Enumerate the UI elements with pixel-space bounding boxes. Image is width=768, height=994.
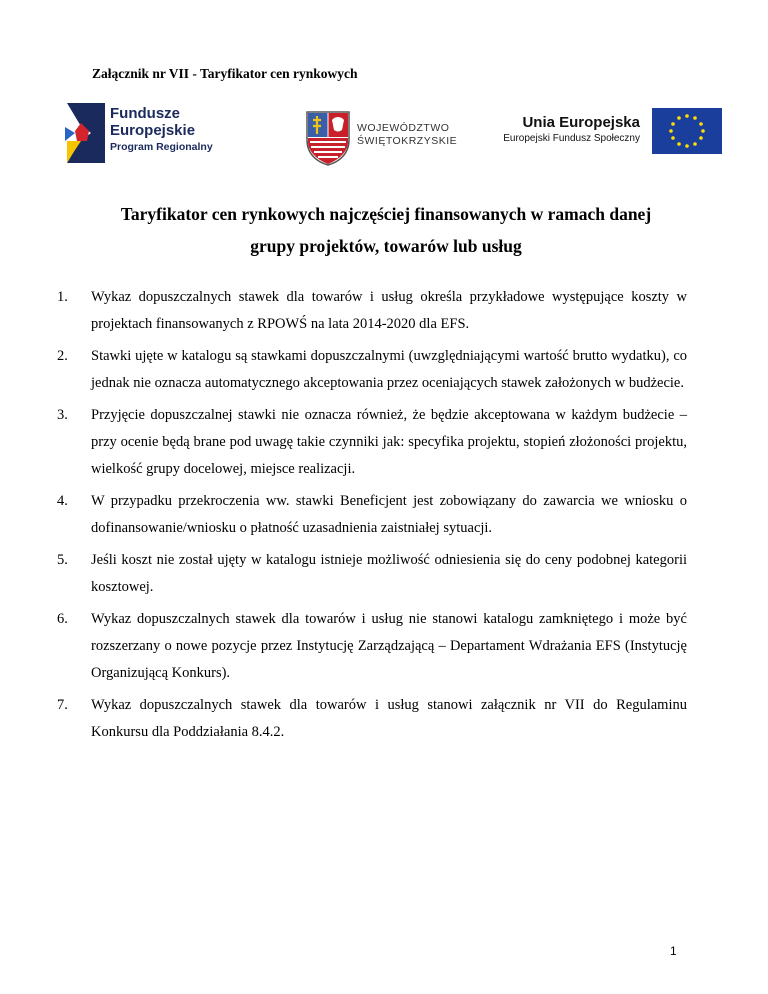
list-item — [57, 488, 687, 542]
item-text: Jeśli koszt nie został ujęty w katalogu istnieje możliwość odniesienia się do ceny podobnej kategorii kosztowej. — [91, 552, 687, 595]
fe-line2: Europejskie — [110, 122, 196, 139]
fe-line1: Fundusze — [110, 105, 180, 122]
title-line1: Taryfikator cen rynkowych najczęściej finansowanych w ramach danej — [120, 204, 652, 224]
fe-line3: Program Regionalny — [110, 141, 213, 153]
page-number: 1 — [670, 944, 677, 958]
item-text: W przypadku przekroczenia ww. stawki Beneficjent jest zobowiązany do zawarcia we wniosku o dofinansowanie/wniosku o płatność uzasadnienia zaistniałej sytuacji. — [91, 493, 687, 536]
item-text: Stawki ujęte w katalogu są stawkami dopuszczalnymi (uwzględniającymi wartość brutto wydatku), co jednak nie oznacza automatycznego akceptowania przez oceniających stawek założonych w budżecie. — [91, 348, 687, 391]
fe-text — [110, 105, 213, 154]
swietokrzyskie-logo — [305, 110, 485, 166]
list-item — [57, 606, 687, 687]
item-number: 4. — [57, 493, 68, 509]
item-number: 1. — [57, 289, 68, 305]
fundusze-europejskie-logo — [63, 101, 243, 165]
list-item — [57, 343, 687, 397]
item-number: 2. — [57, 348, 68, 364]
list-item — [57, 547, 687, 601]
item-text: Wykaz dopuszczalnych stawek dla towarów i usług określa przykładowe występujące koszty w projektach finansowanych z RPOWŚ na lata 2014-2020 dla EFS. — [91, 289, 687, 332]
logo-bar — [0, 0, 768, 180]
item-text: Wykaz dopuszczalnych stawek dla towarów i usług stanowi załącznik nr VII do Regulaminu Konkursu dla Poddziałania 8.4.2. — [91, 697, 687, 740]
sw-line2: ŚWIĘTOKRZYSKIE — [357, 135, 458, 147]
fe-star-mark-icon — [63, 101, 107, 165]
document-title — [60, 198, 712, 262]
title-line2: grupy projektów, towarów lub usług — [250, 236, 522, 256]
item-number: 5. — [57, 552, 68, 568]
rules-list — [57, 284, 687, 751]
list-item — [57, 692, 687, 746]
unia-europejska-logo — [490, 108, 730, 156]
sw-line1: WOJEWÓDZTWO — [357, 122, 450, 134]
item-number: 7. — [57, 697, 68, 713]
sw-text — [357, 122, 457, 148]
item-text: Wykaz dopuszczalnych stawek dla towarów i usług nie stanowi katalogu zamkniętego i może być rozszerzany o nowe pozycje przez Instytucję Zarządzającą – Departament Wdrażania EFS (Instytucję Organizującą Konkurs). — [91, 611, 687, 681]
ue-text — [503, 114, 640, 146]
ue-line1: Unia Europejska — [522, 114, 640, 131]
header-note: Załącznik nr VII - Taryfikator cen rynkowych — [92, 66, 358, 81]
item-text: Przyjęcie dopuszczalnej stawki nie oznacza również, że będzie akceptowana w każdym budżecie – przy ocenie będą brane pod uwagę takie czynniki jak: specyfika projektu, stopień złożoności projektu, wielkość grupy docelowej, miejsce realizacji. — [91, 407, 687, 477]
item-number: 6. — [57, 611, 68, 627]
ue-line2: Europejski Fundusz Społeczny — [503, 133, 640, 144]
item-number: 3. — [57, 407, 68, 423]
eu-flag-icon — [652, 108, 722, 154]
list-item — [57, 402, 687, 483]
list-item — [57, 284, 687, 338]
coat-of-arms-icon — [305, 110, 351, 166]
